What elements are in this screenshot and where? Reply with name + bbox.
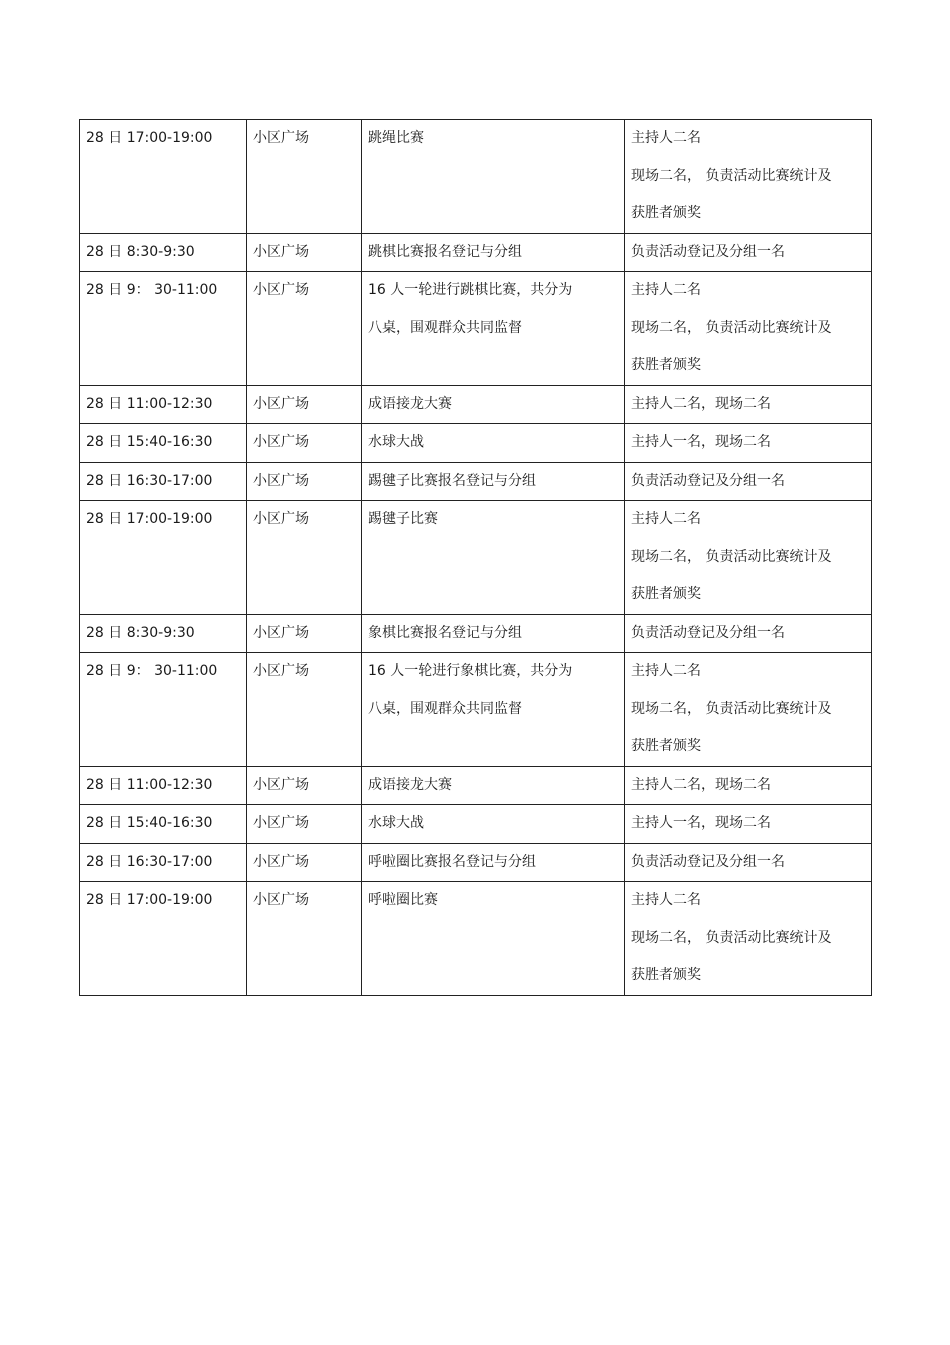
staff-cell — [625, 424, 872, 463]
time-cell — [80, 120, 247, 234]
place-text: 小区广场 — [253, 282, 309, 298]
time-cell — [80, 501, 247, 615]
time-cell — [80, 385, 247, 424]
time-text: 28 日 11:00-12:30 — [86, 395, 213, 412]
table-row — [80, 843, 872, 882]
place-cell — [247, 272, 362, 386]
event-cell — [362, 653, 625, 767]
table-row — [80, 501, 872, 615]
place-cell — [247, 614, 362, 653]
table-row — [80, 462, 872, 501]
staff-cell — [625, 882, 872, 996]
event-text-line: 水球大战 — [368, 434, 424, 450]
table-row — [80, 385, 872, 424]
time-text: 28 日 11:00-12:30 — [86, 776, 213, 793]
staff-text-line: 主持人二名 — [631, 511, 701, 527]
time-cell — [80, 424, 247, 463]
staff-text-line: 主持人二名 — [631, 663, 701, 679]
place-cell — [247, 385, 362, 424]
table-row — [80, 805, 872, 844]
staff-cell — [625, 385, 872, 424]
event-cell — [362, 766, 625, 805]
staff-text-line: 主持人二名 — [631, 282, 701, 298]
place-text: 小区广场 — [253, 130, 309, 146]
table-row — [80, 272, 872, 386]
place-text: 小区广场 — [253, 434, 309, 450]
place-cell — [247, 882, 362, 996]
time-text: 28 日 8:30-9:30 — [86, 624, 195, 641]
time-text: 28 日 15:40-16:30 — [86, 815, 213, 831]
staff-text-line: 获胜者颁奖 — [631, 967, 701, 983]
place-text: 小区广场 — [253, 243, 309, 260]
event-text-line: 呼啦圈比赛报名登记与分组 — [368, 853, 536, 870]
place-text: 小区广场 — [253, 624, 309, 641]
event-cell — [362, 805, 625, 844]
staff-text-line: 现场二名， 负责活动比赛统计及 — [631, 319, 832, 336]
time-cell — [80, 462, 247, 501]
staff-cell — [625, 614, 872, 653]
time-text: 28 日 17:00-19:00 — [86, 130, 213, 146]
time-text: 28 日 16:30-17:00 — [86, 472, 213, 489]
staff-text-line: 负责活动登记及分组一名 — [631, 472, 785, 489]
event-cell — [362, 272, 625, 386]
event-text-line: 象棋比赛报名登记与分组 — [368, 624, 522, 641]
staff-cell — [625, 501, 872, 615]
time-cell — [80, 805, 247, 844]
staff-text-line: 主持人二名 — [631, 130, 701, 146]
staff-text-line: 现场二名， 负责活动比赛统计及 — [631, 167, 832, 184]
staff-text-line: 主持人二名 — [631, 892, 701, 908]
table-row — [80, 653, 872, 767]
staff-cell — [625, 272, 872, 386]
time-text: 28 日 9： 30-11:00 — [86, 663, 218, 679]
place-cell — [247, 424, 362, 463]
schedule-table — [79, 119, 872, 996]
place-text: 小区广场 — [253, 663, 309, 679]
event-text-line: 跳棋比赛报名登记与分组 — [368, 243, 522, 260]
time-cell — [80, 882, 247, 996]
time-text: 28 日 8:30-9:30 — [86, 243, 195, 260]
place-cell — [247, 462, 362, 501]
table-row — [80, 424, 872, 463]
staff-text-line: 获胜者颁奖 — [631, 357, 701, 373]
staff-text-line: 获胜者颁奖 — [631, 205, 701, 221]
staff-text-line: 负责活动登记及分组一名 — [631, 853, 785, 870]
table-row — [80, 766, 872, 805]
event-text-line: 呼啦圈比赛 — [368, 892, 438, 908]
time-cell — [80, 233, 247, 272]
place-text: 小区广场 — [253, 472, 309, 489]
time-cell — [80, 272, 247, 386]
schedule-table-body — [80, 120, 872, 996]
event-text-line: 成语接龙大赛 — [368, 776, 452, 793]
place-text: 小区广场 — [253, 776, 309, 793]
place-cell — [247, 843, 362, 882]
event-cell — [362, 614, 625, 653]
table-row — [80, 120, 872, 234]
table-row — [80, 233, 872, 272]
event-cell — [362, 385, 625, 424]
table-row — [80, 614, 872, 653]
place-text: 小区广场 — [253, 511, 309, 527]
place-cell — [247, 653, 362, 767]
time-text: 28 日 16:30-17:00 — [86, 853, 213, 870]
place-text: 小区广场 — [253, 395, 309, 412]
staff-text-line: 现场二名， 负责活动比赛统计及 — [631, 929, 832, 946]
event-text-line: 水球大战 — [368, 815, 424, 831]
time-text: 28 日 17:00-19:00 — [86, 892, 213, 908]
staff-cell — [625, 805, 872, 844]
event-cell — [362, 424, 625, 463]
staff-text-line: 负责活动登记及分组一名 — [631, 624, 785, 641]
event-cell — [362, 462, 625, 501]
place-cell — [247, 766, 362, 805]
staff-text-line: 获胜者颁奖 — [631, 738, 701, 754]
time-text: 28 日 15:40-16:30 — [86, 434, 213, 450]
staff-cell — [625, 233, 872, 272]
event-text-line: 16 人一轮进行象棋比赛，共分为 — [368, 663, 573, 679]
staff-text-line: 获胜者颁奖 — [631, 586, 701, 602]
staff-cell — [625, 766, 872, 805]
place-text: 小区广场 — [253, 815, 309, 831]
event-cell — [362, 501, 625, 615]
time-cell — [80, 843, 247, 882]
staff-text-line: 主持人二名，现场二名 — [631, 776, 771, 793]
event-text-line: 16 人一轮进行跳棋比赛，共分为 — [368, 282, 573, 298]
event-cell — [362, 120, 625, 234]
event-text-line: 踢毽子比赛 — [368, 511, 438, 527]
staff-cell — [625, 653, 872, 767]
place-cell — [247, 120, 362, 234]
event-cell — [362, 882, 625, 996]
time-cell — [80, 653, 247, 767]
staff-text-line: 负责活动登记及分组一名 — [631, 243, 785, 260]
place-cell — [247, 233, 362, 272]
staff-text-line: 主持人二名，现场二名 — [631, 395, 771, 412]
time-cell — [80, 614, 247, 653]
staff-text-line: 现场二名， 负责活动比赛统计及 — [631, 548, 832, 565]
staff-cell — [625, 843, 872, 882]
table-row — [80, 882, 872, 996]
event-text-line: 八桌，围观群众共同监督 — [368, 700, 522, 717]
time-text: 28 日 17:00-19:00 — [86, 511, 213, 527]
place-cell — [247, 501, 362, 615]
staff-text-line: 主持人一名，现场二名 — [631, 434, 771, 450]
event-text-line: 踢毽子比赛报名登记与分组 — [368, 472, 536, 489]
time-cell — [80, 766, 247, 805]
time-text: 28 日 9： 30-11:00 — [86, 282, 218, 298]
place-cell — [247, 805, 362, 844]
staff-text-line: 现场二名， 负责活动比赛统计及 — [631, 700, 832, 717]
place-text: 小区广场 — [253, 892, 309, 908]
staff-text-line: 主持人一名，现场二名 — [631, 815, 771, 831]
event-text-line: 八桌，围观群众共同监督 — [368, 319, 522, 336]
event-text-line: 跳绳比赛 — [368, 130, 424, 146]
staff-cell — [625, 120, 872, 234]
event-text-line: 成语接龙大赛 — [368, 395, 452, 412]
place-text: 小区广场 — [253, 853, 309, 870]
event-cell — [362, 233, 625, 272]
staff-cell — [625, 462, 872, 501]
event-cell — [362, 843, 625, 882]
